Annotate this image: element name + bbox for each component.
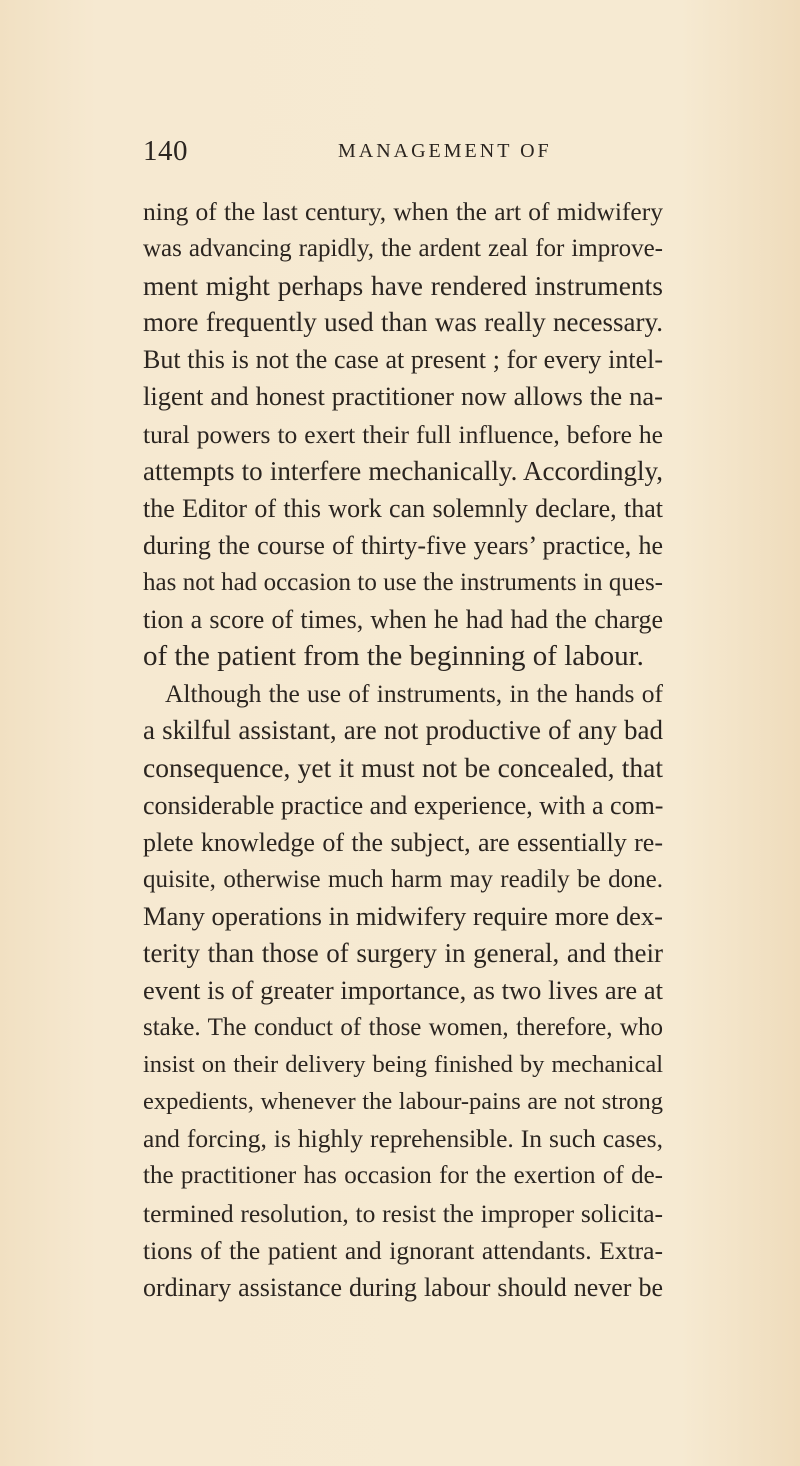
text-line: a skilful assistant, are not productive of any bad [143,715,663,746]
text-line: event is of greater importance, as two lives are at [143,974,663,1005]
page-number: 140 [143,135,188,167]
text-line: stake. The conduct of those women, therefore, who [143,1014,663,1042]
text-line: of the patient from the beginning of labour. [143,640,644,673]
text-line: plete knowledge of the subject, are essentially re- [143,827,663,857]
text-line: terity than those of surgery in general, and their [143,937,663,968]
page-header [143,135,663,169]
text-line: during the course of thirty-five years’ practice, he [143,530,663,560]
text-line: consequence, yet it must not be concealed, that [143,752,663,784]
paragraph-first-line: Although the use of instruments, in the hands of [165,679,663,709]
text-line: tural powers to exert their full influence, before he [143,419,663,449]
text-line: tions of the patient and ignorant attendants. Extra- [143,1235,663,1265]
text-line: tion a score of times, when he had had the charge [143,605,663,635]
text-line: and forcing, is highly reprehensible. In such cases, [143,1124,663,1154]
text-line: ligent and honest practitioner now allows the na- [143,381,663,412]
text-line: attempts to interfere mechanically. Accordingly, [143,455,663,486]
text-line: expedients, whenever the labour-pains are not strong [143,1088,663,1116]
body-text [143,193,663,1306]
text-line: considerable practice and experience, with a com- [143,790,664,820]
text-line: insist on their delivery being finished by mechanical [143,1051,663,1079]
text-line: the Editor of this work can solemnly declare, that [143,493,663,523]
text-line: the practitioner has occasion for the exertion of de- [143,1162,663,1190]
text-line: more frequently used than was really necessary. [143,307,663,338]
text-line: ordinary assistance during labour should never be [143,1272,663,1302]
text-line: Many operations in midwifery require more dex- [143,900,663,931]
text-line: quisite, otherwise much harm may readily be done. [143,865,663,893]
text-line: was advancing rapidly, the ardent zeal for improve- [143,235,663,263]
text-line: has not had occasion to use the instruments in ques- [143,568,663,596]
text-line: But this is not the case at present ; for every intel- [143,345,663,375]
text-line: ning of the last century, when the art of midwifery [143,197,663,226]
running-head: MANAGEMENT OF [338,140,552,162]
text-line: termined resolution, to resist the improper solicita- [143,1198,663,1228]
text-line: ment might perhaps have rendered instruments [143,270,663,302]
